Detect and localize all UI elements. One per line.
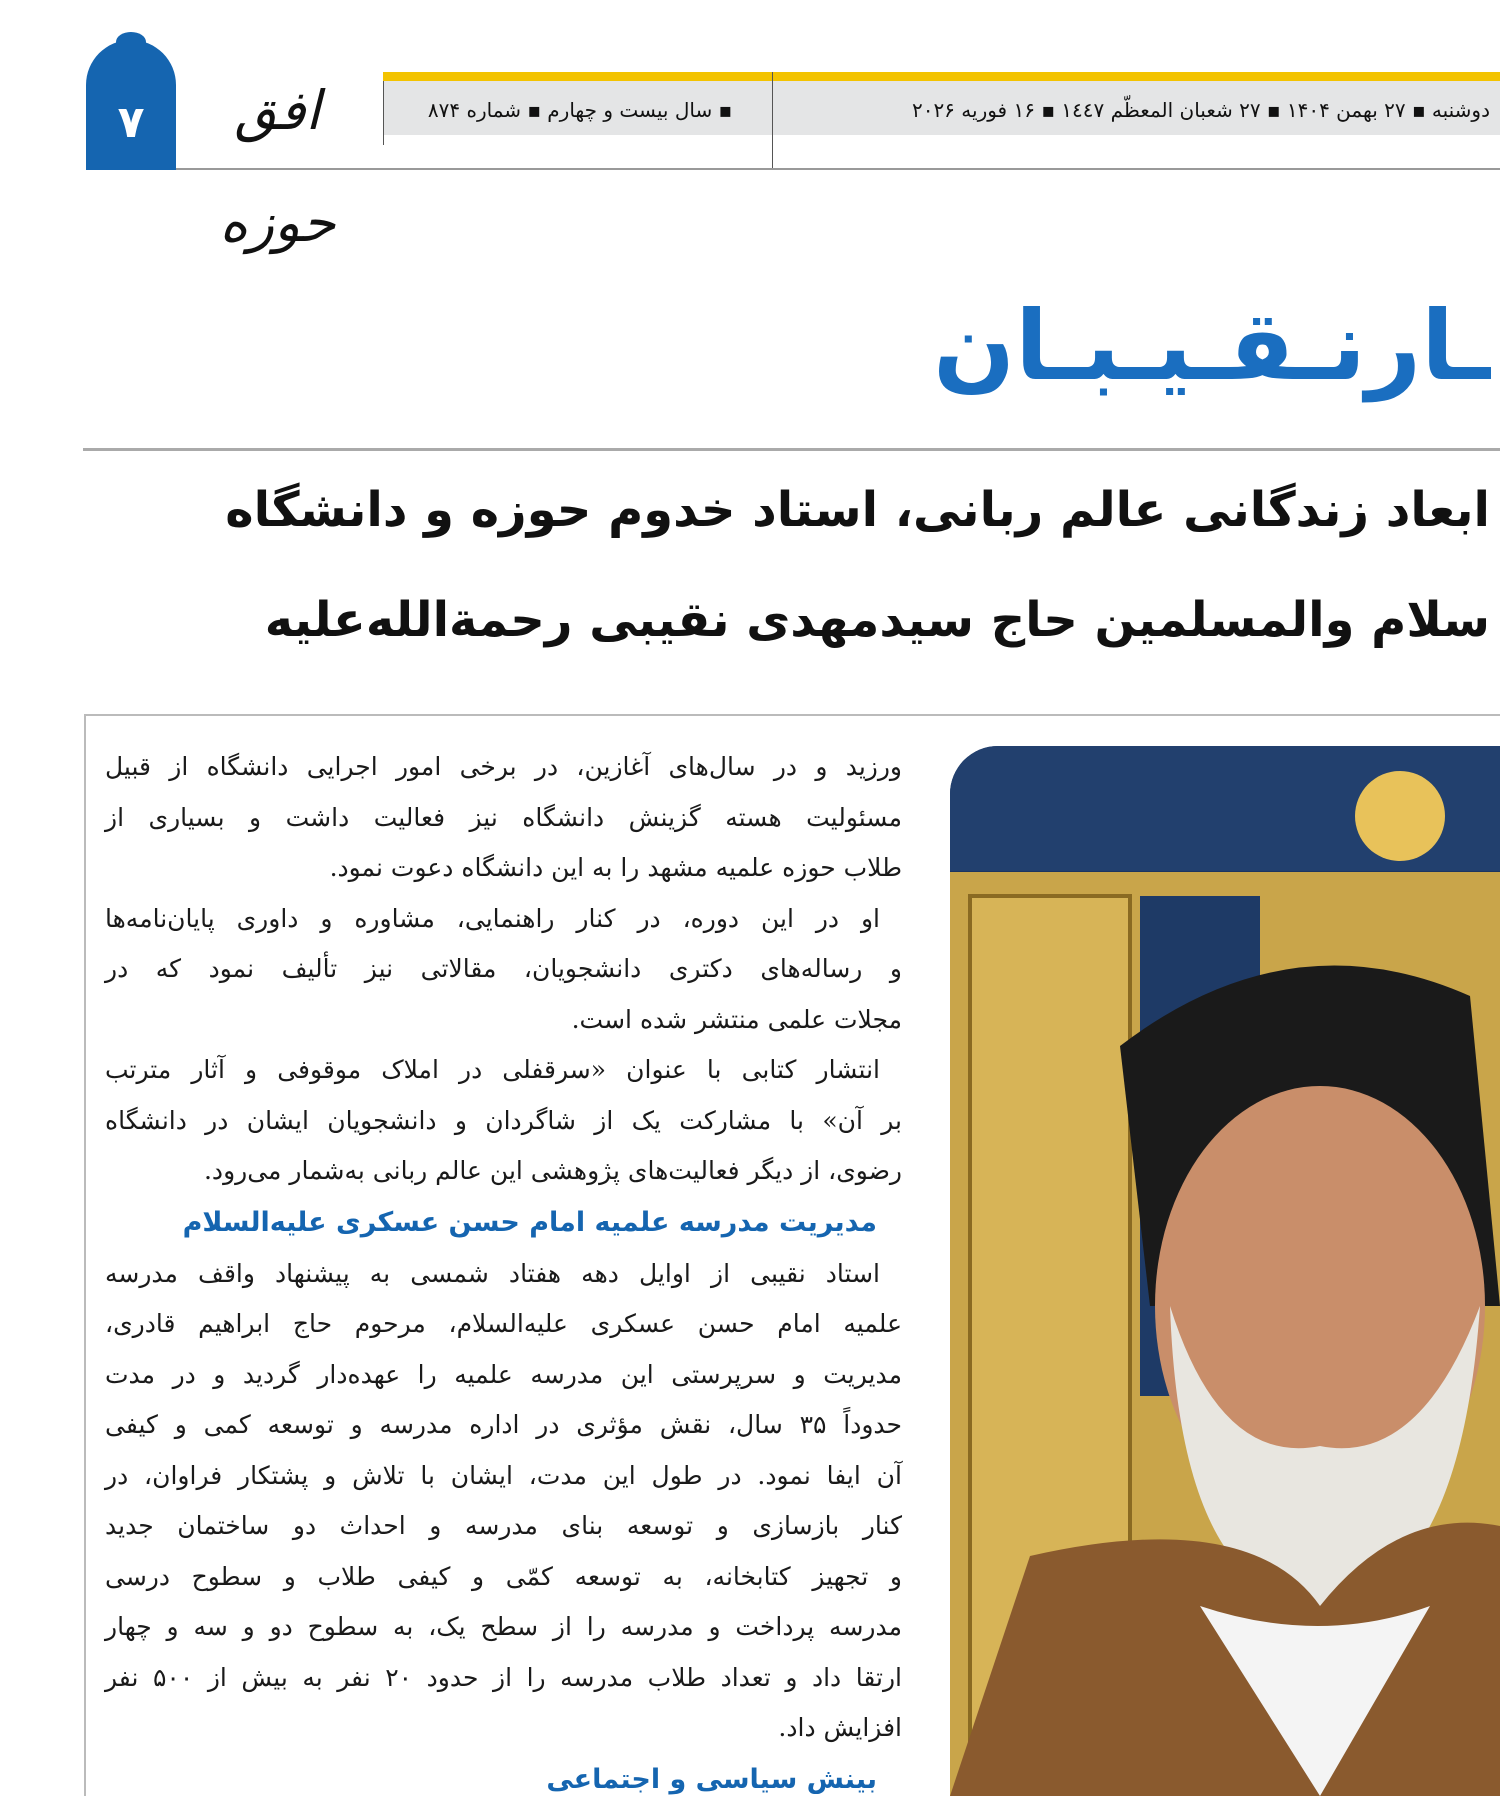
- paragraph-line: مدرسه پرداخت و مدرسه را از سطح یک، به سطوح دو و سه و چهار: [105, 1612, 902, 1641]
- paragraph-line: استاد نقیبی از اوایل دهه هفتاد شمسی به پیشنهاد واقف مدرسه: [105, 1258, 880, 1288]
- article-body: [105, 742, 902, 1806]
- paragraph-line: مدیریت و سرپرستی این مدرسه علمیه را عهده‌دار گردید و در مدت: [105, 1359, 902, 1389]
- headline-line-2: سلام والمسلمین حاج سیدمهدی نقیبی رحمة‌الله‌علیه: [264, 592, 1490, 648]
- paragraph-line: مسئولیت هسته گزینش دانشگاه نیز فعالیت داشت و بسیاری از: [105, 802, 902, 832]
- page-number-badge: [86, 40, 176, 170]
- paragraph-line: علمیه امام حسن عسکری علیه‌السلام، مرحوم حاج ابراهیم قادری،: [105, 1309, 902, 1338]
- paragraph-line: مجلات علمی منتشر شده است.: [571, 1004, 902, 1034]
- divider: [383, 81, 384, 145]
- paragraph-line: بر آن» با مشارکت یک از شاگردان و دانشجویان ایشان در دانشگاه: [105, 1105, 902, 1135]
- paragraph-line: افزایش داد.: [778, 1713, 902, 1742]
- subheading: بینش سیاسی و اجتماعی: [546, 1763, 877, 1795]
- paragraph-line: حدوداً ۳۵ سال، نقش مؤثری در اداره مدرسه و توسعه کمی و کیفی: [105, 1410, 902, 1439]
- header-accent-bar: [383, 72, 1500, 81]
- paragraph-line: رضوی، از دیگر فعالیت‌های پژوهشی این عالم ربانی به‌شمار می‌رود.: [203, 1156, 902, 1185]
- portrait-photo: [950, 746, 1500, 1796]
- paragraph-line: و رساله‌های دکتری دانشجویان، مقالاتی نیز تألیف نمود که در: [105, 954, 902, 983]
- title-rule: [83, 448, 1500, 451]
- page-number: ۷: [117, 97, 145, 148]
- divider: [772, 72, 773, 168]
- publication-logo: افق حوزه: [219, 79, 336, 254]
- issue-info: ▪ سال بیست و چهارم ▪ شماره ۸۷۴: [427, 98, 733, 122]
- paragraph-line: آن ایفا نمود. در طول این مدت، ایشان با تلاش و پشتکار فراوان، در: [105, 1460, 902, 1490]
- portrait-illustration: [950, 746, 1500, 1796]
- subheading: مدیریت مدرسه علمیه امام حسن عسکری علیه‌السلام: [182, 1206, 877, 1238]
- paragraph-line: کنار بازسازی و توسعه بنای مدرسه و احداث دو ساختمان جدید: [105, 1511, 902, 1540]
- section-kicker: ـارنـقـیـبـان: [933, 290, 1490, 402]
- paragraph-line: او در این دوره، در کنار راهنمایی، مشاوره و داوری پایان‌نامه‌ها: [105, 903, 880, 933]
- date-line: دوشنبه ▪ ۲۷ بهمن ۱۴۰۴ ▪ ۲۷ شعبان المعظّم ١٤٤٧ ▪ ۱۶ فوریه ۲۰۲۶: [911, 98, 1490, 122]
- paragraph-line: انتشار کتابی با عنوان «سرقفلی در املاک موقوفی و آثار مترتب: [105, 1055, 880, 1084]
- paragraph-line: و تجهیز کتابخانه، به توسعه کمّی و کیفی طلاب و سطوح درسی: [105, 1561, 902, 1591]
- paragraph-line: طلاب حوزه علمیه مشهد را به این دانشگاه دعوت نمود.: [329, 853, 902, 882]
- headline-line-1: ابعاد زندگانی عالم ربانی، استاد خدوم حوزه و دانشگاه: [225, 482, 1490, 538]
- paragraph-line: ورزید و در سال‌های آغازین، در برخی امور اجرایی دانشگاه از قبیل: [105, 752, 902, 781]
- paragraph-line: ارتقا داد و تعداد طلاب مدرسه را از حدود ۲۰ نفر به بیش از ۵۰۰ نفر: [105, 1662, 902, 1692]
- header-rule: [176, 168, 1500, 170]
